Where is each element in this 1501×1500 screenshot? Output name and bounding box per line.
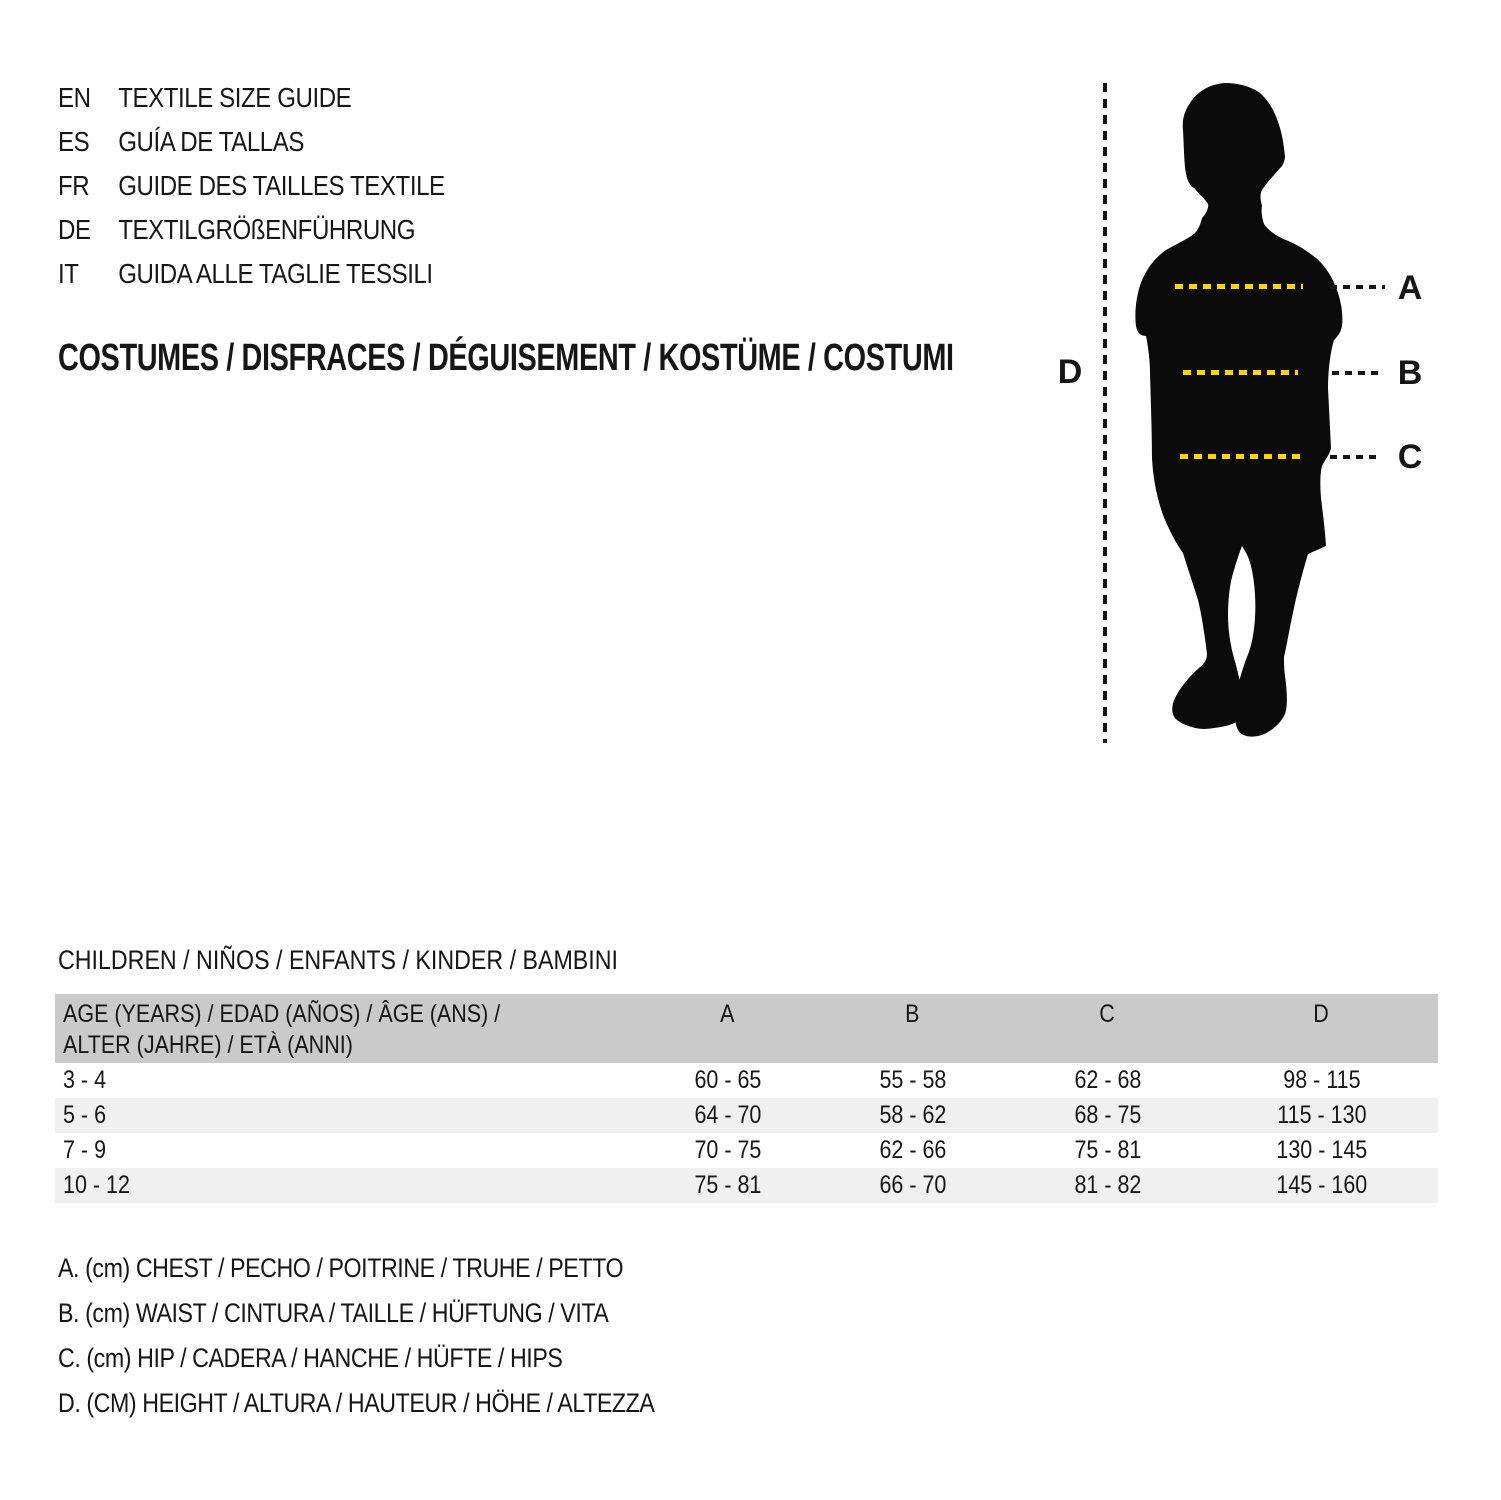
measure-legend — [58, 1246, 752, 1426]
age-cell: 7 - 9 — [63, 1136, 107, 1164]
language-code: IT — [58, 258, 79, 289]
language-row-en — [58, 76, 508, 120]
hip-cell: 62 - 68 — [1074, 1066, 1141, 1094]
category-title-text: COSTUMES / DISFRACES / DÉGUISEMENT / KOSTÜME / COSTUMI — [58, 337, 954, 379]
measure-label-d: D — [1057, 353, 1083, 391]
age-cell: 3 - 4 — [63, 1066, 107, 1094]
language-code: FR — [58, 170, 90, 201]
legend-item-chest: A. (cm) CHEST / PECHO / POITRINE / TRUHE / PETTO — [58, 1253, 624, 1283]
waist-cell: 58 - 62 — [879, 1101, 946, 1129]
waist-cell: 62 - 66 — [879, 1136, 946, 1164]
language-row-it — [58, 252, 508, 296]
language-label: TEXTILE SIZE GUIDE — [118, 82, 352, 113]
section-title: CHILDREN / NIÑOS / ENFANTS / KINDER / BAMBINI — [58, 945, 618, 975]
language-label: TEXTILGRÖßENFÜHRUNG — [118, 214, 416, 245]
language-label: GUÍA DE TALLAS — [118, 126, 305, 157]
language-row-fr — [58, 164, 508, 208]
table-header-row — [55, 994, 1438, 1063]
height-cell: 98 - 115 — [1282, 1066, 1361, 1094]
height-cell: 145 - 160 — [1276, 1171, 1367, 1199]
language-label: GUIDA ALLE TAGLIE TESSILI — [118, 258, 433, 289]
child-silhouette — [1090, 78, 1390, 748]
table-row — [55, 1063, 1438, 1098]
age-column-header — [55, 994, 640, 1063]
chest-measure-line — [1175, 284, 1303, 289]
measure-label-c: C — [1397, 438, 1423, 476]
size-table — [55, 994, 1438, 1203]
table-row — [55, 1133, 1438, 1168]
chest-cell: 75 - 81 — [694, 1171, 761, 1199]
language-list — [58, 76, 508, 296]
age-header-line1: AGE (YEARS) / EDAD (AÑOS) / ÂGE (ANS) / — [63, 1000, 501, 1028]
chest-cell: 60 - 65 — [694, 1066, 761, 1094]
waist-guide-dashes — [1332, 371, 1382, 375]
legend-item-hip: C. (cm) HIP / CADERA / HANCHE / HÜFTE / HIPS — [58, 1343, 563, 1373]
column-header-c: C — [1099, 1000, 1116, 1028]
hip-measure-line — [1180, 454, 1303, 459]
chest-cell: 70 - 75 — [694, 1136, 761, 1164]
language-label: GUIDE DES TAILLES TEXTILE — [118, 170, 445, 201]
measure-label-a: A — [1397, 269, 1423, 307]
measurement-figure — [1040, 78, 1480, 753]
column-header-d: D — [1313, 1000, 1330, 1028]
age-cell: 5 - 6 — [63, 1101, 107, 1129]
measure-label-b: B — [1397, 354, 1423, 392]
child-silhouette-path — [1135, 83, 1342, 737]
hip-cell: 68 - 75 — [1074, 1101, 1141, 1129]
waist-cell: 55 - 58 — [879, 1066, 946, 1094]
height-cell: 130 - 145 — [1276, 1136, 1367, 1164]
waist-measure-line — [1183, 370, 1298, 375]
waist-cell: 66 - 70 — [879, 1171, 946, 1199]
hip-guide-dashes — [1330, 455, 1380, 459]
column-header-b: B — [905, 1000, 920, 1028]
legend-item-height: D. (CM) HEIGHT / ALTURA / HAUTEUR / HÖHE / ALTEZZA — [58, 1388, 655, 1418]
column-header-a: A — [720, 1000, 735, 1028]
language-row-es — [58, 120, 508, 164]
hip-cell: 81 - 82 — [1074, 1171, 1141, 1199]
language-code: EN — [58, 82, 91, 113]
language-code: DE — [58, 214, 91, 245]
chest-cell: 64 - 70 — [694, 1101, 761, 1129]
table-row — [55, 1098, 1438, 1133]
age-header-line2: ALTER (JAHRE) / ETÀ (ANNI) — [63, 1031, 353, 1059]
language-code: ES — [58, 126, 90, 157]
chest-guide-dashes — [1330, 285, 1385, 289]
language-row-de — [58, 208, 508, 252]
legend-item-waist: B. (cm) WAIST / CINTURA / TAILLE / HÜFTUNG / VITA — [58, 1298, 609, 1328]
hip-cell: 75 - 81 — [1074, 1136, 1141, 1164]
age-cell: 10 - 12 — [63, 1171, 130, 1199]
height-cell: 115 - 130 — [1276, 1101, 1367, 1129]
table-row — [55, 1168, 1438, 1203]
